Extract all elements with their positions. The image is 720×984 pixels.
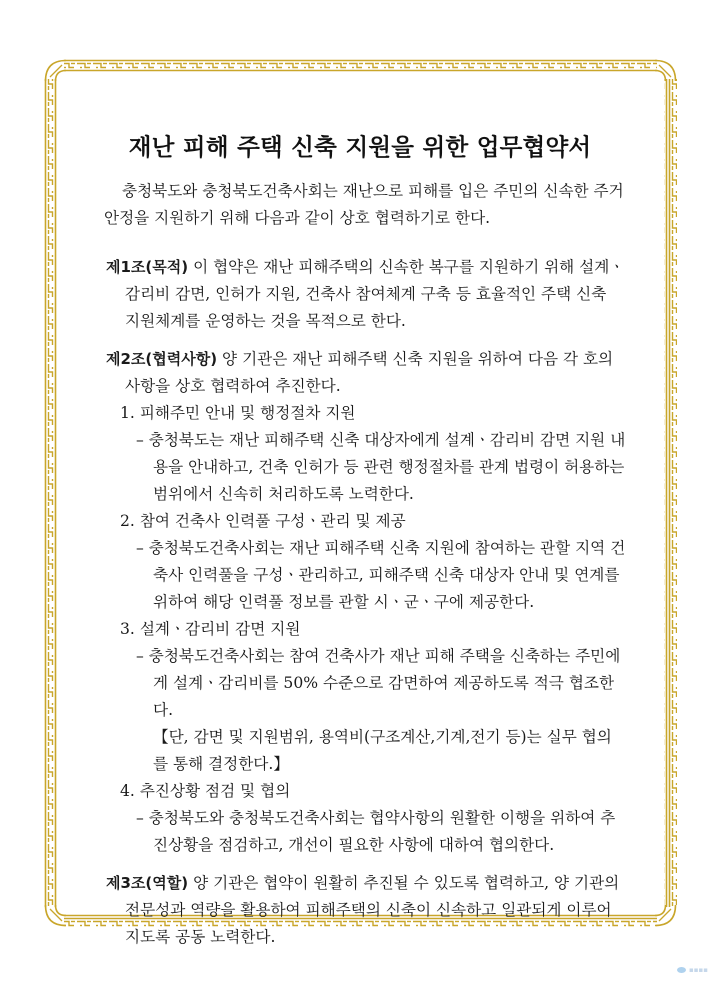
article-text: 양 기관은 재난 피해주택 신축 지원을 위하여 다음 각 호의 사항을 상호 협력하여 추진한다. — [125, 350, 614, 395]
item-title: 4. 추진상황 점검 및 협의 — [120, 782, 291, 800]
article-heading: 제3조(역할) — [106, 874, 189, 892]
article-heading: 제1조(목적) — [106, 258, 189, 276]
document-title: 재난 피해 주택 신축 지원을 위한 업무협약서 — [128, 133, 592, 161]
article-3 — [106, 870, 626, 951]
article-text: 이 협약은 재난 피해주택의 신속한 복구를 지원하기 위해 설계ㆍ감리비 감면, 인허가 지원, 건축사 참여체계 구축 등 효율적인 주택 신축 지원체계를 운영하는 것을 목적으로 한다. — [125, 258, 625, 330]
item-note: 【단, 감면 및 지원범위, 용역비(구조계산,기계,전기 등)는 실무 협의를 통해 결정한다.】 — [153, 728, 612, 773]
news-logo-icon — [677, 967, 686, 973]
item-description: – 충청북도건축사회는 재난 피해주택 신축 지원에 참여하는 관할 지역 건축사 인력풀을 구성ㆍ관리하고, 피해주택 신축 대상자 안내 및 연계를 위하여 해당 인력풀 정보를 관할 시ㆍ군ㆍ구에 제공한다. — [136, 539, 626, 611]
item-title: 3. 설계ㆍ감리비 감면 지원 — [120, 620, 301, 638]
list-item — [120, 400, 626, 508]
list-item — [120, 616, 626, 778]
item-description: – 충청북도건축사회는 참여 건축사가 재난 피해 주택을 신축하는 주민에게 설계ㆍ감리비를 50% 수준으로 감면하여 제공하도록 적극 협조한다. — [136, 647, 621, 719]
article-1 — [106, 254, 626, 335]
intro-paragraph: 충청북도와 충청북도건축사회는 재난으로 피해를 입은 주민의 신속한 주거 안정을 지원하기 위해 다음과 같이 상호 협력하기로 한다. — [104, 182, 624, 227]
item-title: 2. 참여 건축사 인력풀 구성ㆍ관리 및 제공 — [120, 512, 406, 530]
item-description: – 충청북도와 충청북도건축사회는 협약사항의 원활한 이행을 위하여 추진상황을 점검하고, 개선이 필요한 사항에 대하여 협의한다. — [136, 809, 616, 854]
item-title: 1. 피해주민 안내 및 행정절차 지원 — [120, 404, 356, 422]
article-heading: 제2조(협력사항) — [106, 350, 218, 368]
article-text: 양 기관은 협약이 원활히 추진될 수 있도록 협력하고, 양 기관의 전문성과 역량을 활용하여 피해주택의 신축이 신속하고 일관되게 이루어지도록 공동 노력한다. — [125, 874, 620, 946]
article-2 — [106, 346, 626, 859]
item-description: – 충청북도는 재난 피해주택 신축 대상자에게 설계ㆍ감리비 감면 지원 내용을 안내하고, 건축 인허가 등 관련 행정절차를 관계 법령이 허용하는 범위에서 신속히 처리하도록 노력한다. — [136, 431, 626, 503]
watermark-text: ▪▪▪▪ — [689, 966, 708, 974]
list-item — [120, 778, 626, 859]
list-item — [120, 508, 626, 616]
watermark — [677, 966, 708, 974]
agreement-body — [106, 178, 626, 962]
